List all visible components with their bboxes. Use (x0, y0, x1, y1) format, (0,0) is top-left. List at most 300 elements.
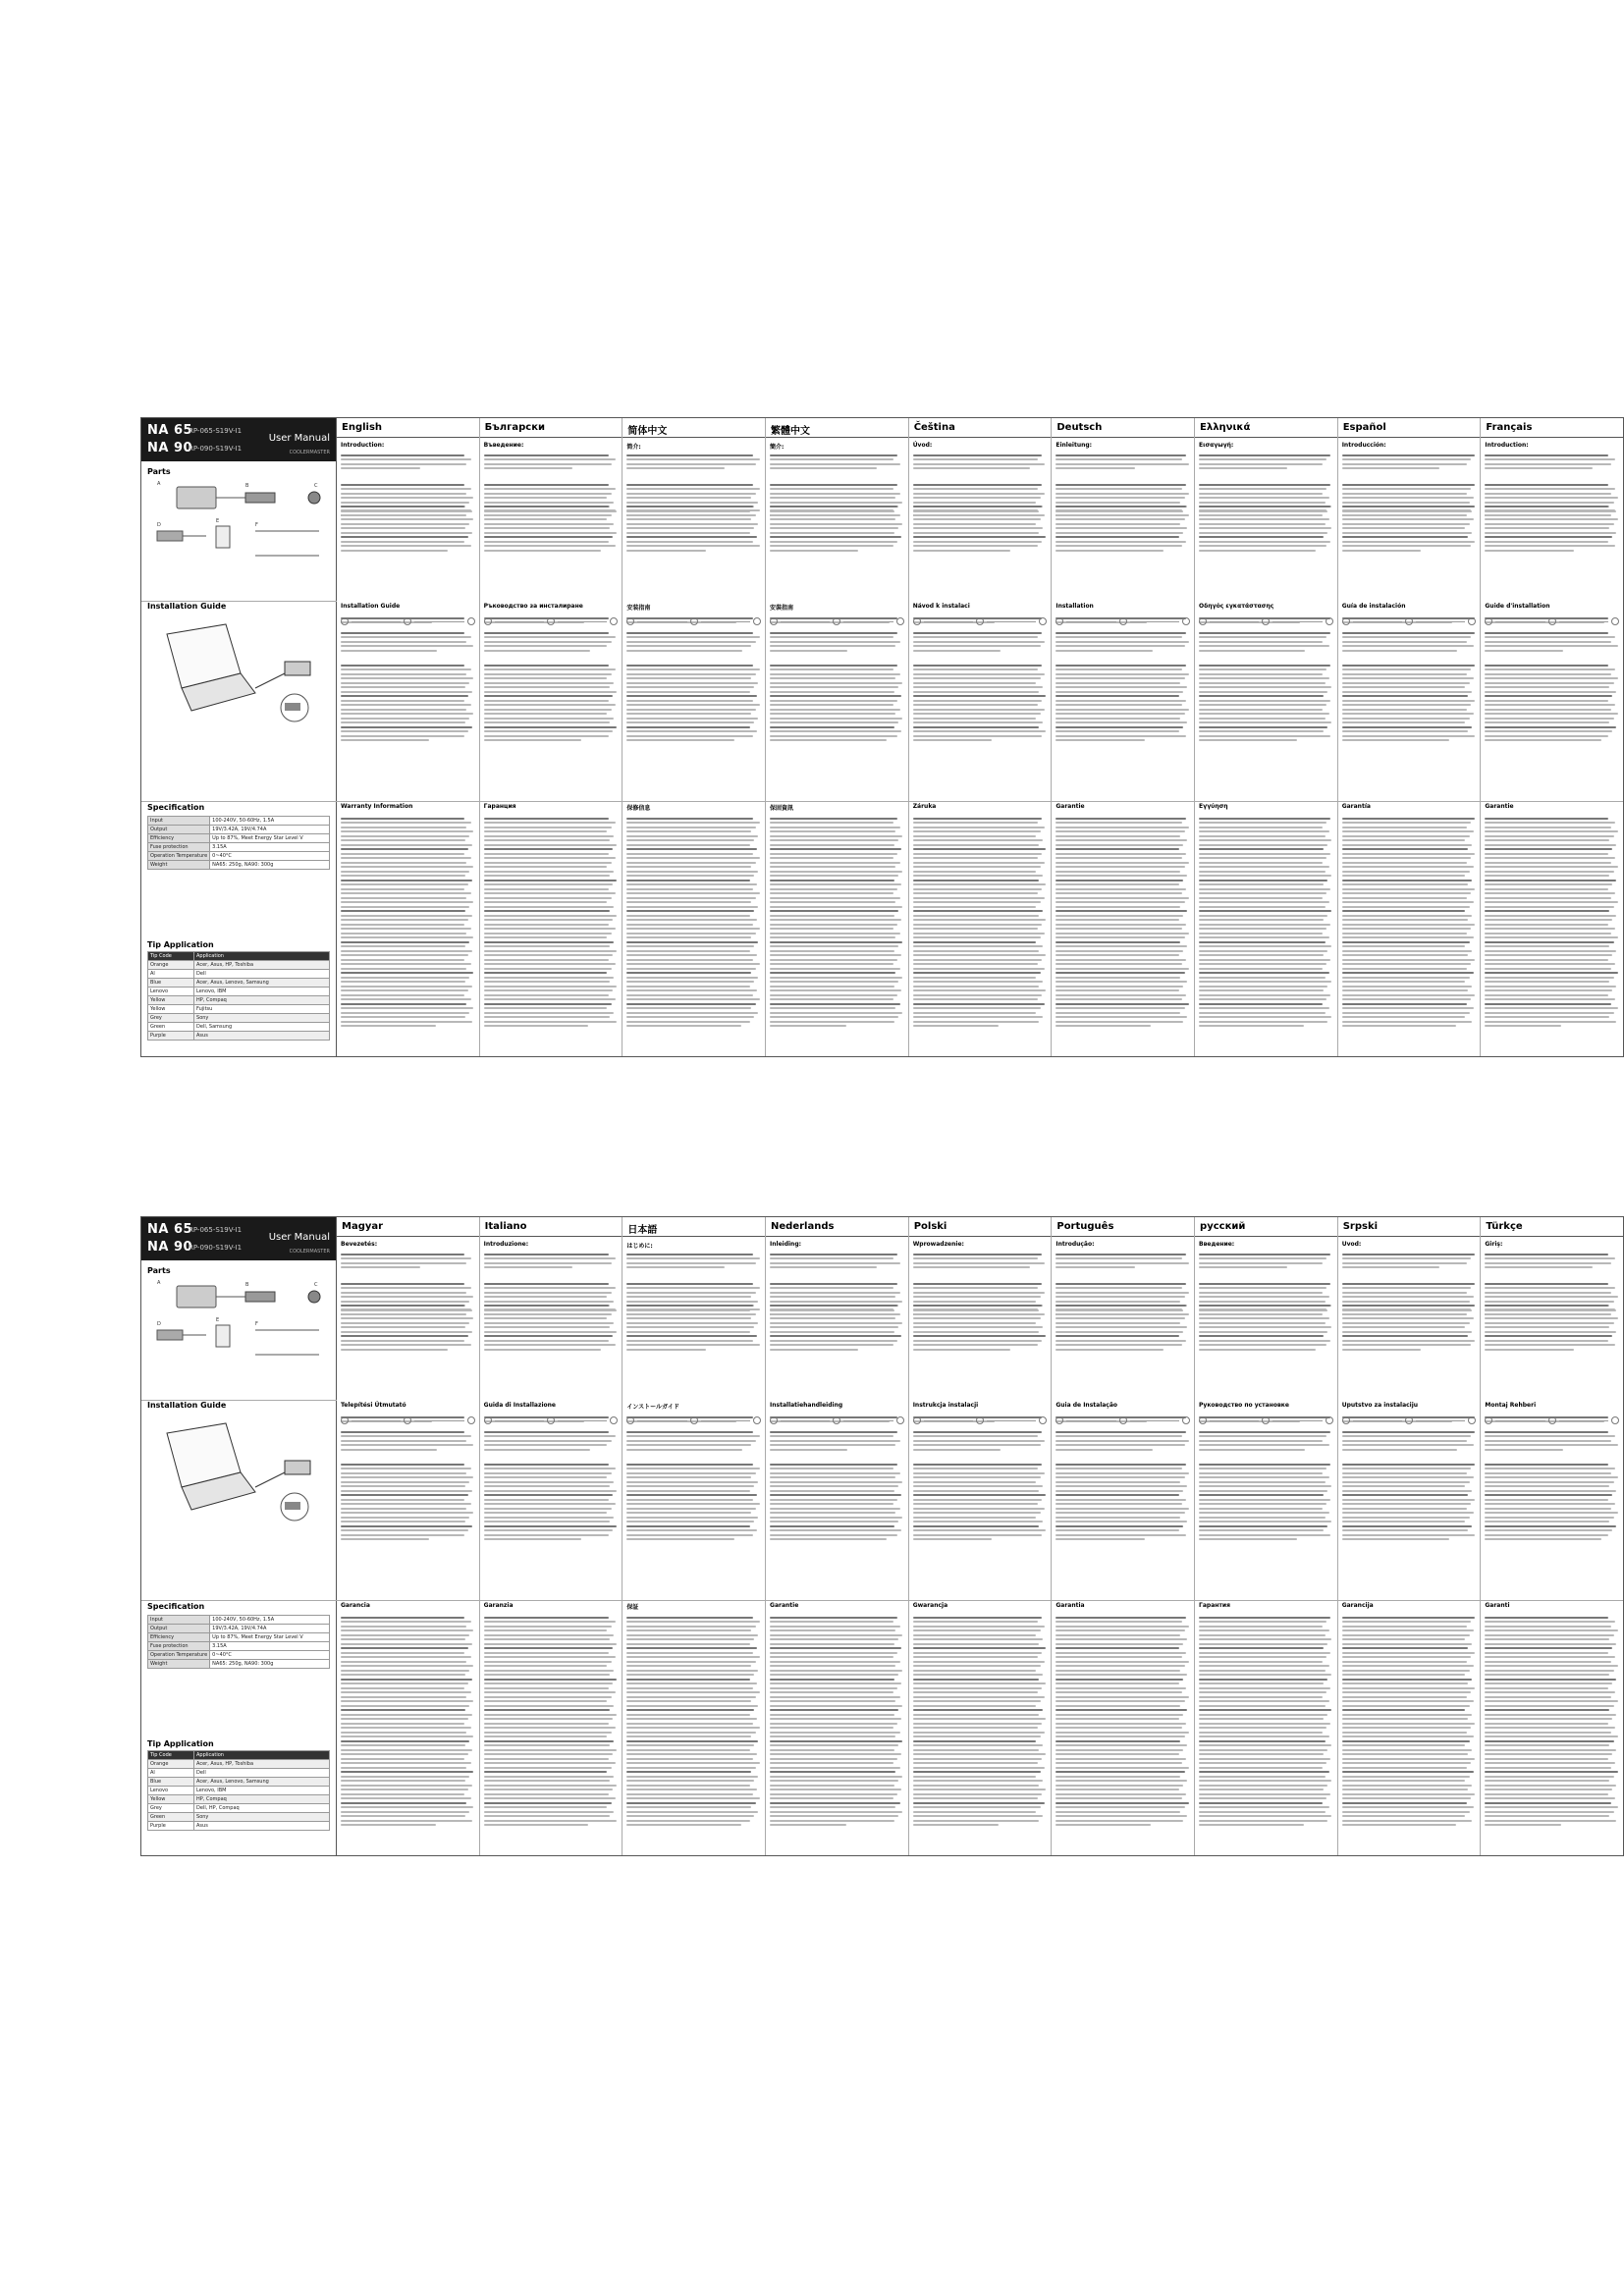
text-line (484, 488, 616, 490)
text-line (913, 641, 1045, 643)
text-line (484, 1674, 610, 1676)
text-line (484, 1003, 612, 1005)
text-line (626, 632, 752, 634)
text-line (1199, 915, 1327, 917)
text-line (1485, 1714, 1616, 1716)
text-line (1485, 1322, 1613, 1324)
text-line (1342, 1025, 1456, 1027)
step-circle-icon (1199, 617, 1207, 625)
text-line (341, 1793, 464, 1795)
text-line (770, 1665, 895, 1667)
text-line (770, 1776, 902, 1778)
text-line (1056, 509, 1181, 511)
text-line (484, 981, 610, 983)
text-line (1485, 880, 1616, 881)
text-line (1056, 1771, 1184, 1773)
text-line (341, 677, 473, 679)
text-line (1199, 1472, 1323, 1474)
language-header: Български (480, 418, 623, 438)
text-line (770, 682, 902, 684)
text-line (1199, 1679, 1327, 1681)
step-connector (637, 621, 686, 622)
part-number: RP-065-S19V-I1 (189, 427, 243, 435)
text-line (1485, 650, 1562, 652)
text-line (1199, 523, 1325, 525)
text-line (1342, 822, 1471, 824)
body-text-block (1485, 503, 1619, 554)
text-line (913, 977, 1037, 979)
text-line (913, 1714, 1039, 1716)
text-line (770, 673, 900, 675)
section-heading: Garancija (1341, 1602, 1374, 1609)
text-line (626, 871, 758, 873)
text-line (1342, 645, 1474, 647)
text-line (626, 924, 752, 926)
tip-code: Orange (148, 1760, 194, 1769)
text-line (1056, 1468, 1181, 1469)
text-line (1342, 888, 1475, 890)
text-line (1056, 523, 1180, 525)
text-line (341, 1771, 473, 1773)
text-line (1199, 1490, 1327, 1492)
text-line (484, 827, 612, 828)
text-line (1342, 1696, 1467, 1698)
text-line (484, 866, 608, 868)
text-line (913, 650, 1001, 652)
text-line (913, 1331, 1039, 1333)
text-line (1056, 1007, 1184, 1009)
text-line (770, 1525, 894, 1527)
text-line (1342, 1485, 1466, 1487)
text-line (1342, 981, 1466, 983)
text-line (341, 1322, 469, 1324)
text-line (626, 682, 758, 684)
install-steps-diagram (484, 616, 619, 626)
section-heading: Návod k instalaci (912, 603, 970, 610)
text-line (1199, 550, 1316, 552)
text-line (341, 1431, 464, 1433)
text-line (770, 1629, 895, 1631)
section-heading: Εισαγωγή: (1199, 442, 1234, 449)
text-line (1342, 1308, 1471, 1310)
text-line (484, 1538, 582, 1540)
step-connector (352, 1420, 401, 1421)
text-line (1485, 839, 1609, 841)
text-line (1485, 1806, 1617, 1808)
step-connector (1559, 621, 1608, 622)
text-line (484, 1440, 612, 1442)
text-line (1199, 1464, 1330, 1466)
text-line (626, 994, 752, 996)
text-line (484, 1331, 617, 1333)
text-line (913, 963, 1038, 965)
text-line (1199, 1003, 1323, 1005)
text-line (1485, 844, 1616, 846)
text-line (1199, 545, 1326, 547)
text-line (1056, 1682, 1179, 1684)
text-line (1342, 945, 1466, 947)
text-line (484, 1656, 616, 1658)
text-line (626, 1349, 706, 1351)
text-line (341, 713, 473, 715)
text-line (341, 830, 473, 832)
text-line (1485, 1758, 1608, 1760)
text-line (1485, 1789, 1612, 1790)
text-line (626, 1626, 755, 1628)
text-line (1342, 1771, 1474, 1773)
table-row (148, 979, 330, 988)
text-line (1056, 695, 1179, 697)
text-line (626, 1508, 755, 1510)
text-line (1056, 673, 1188, 675)
text-line (341, 536, 468, 538)
text-line (1342, 1254, 1475, 1255)
text-line (770, 1691, 893, 1693)
text-line (484, 668, 616, 670)
text-line (341, 883, 468, 885)
install-steps-diagram (341, 1415, 475, 1425)
text-line (1485, 1007, 1617, 1009)
text-line (913, 1656, 1038, 1658)
text-line (1485, 1003, 1610, 1005)
text-line (1199, 1283, 1330, 1285)
spec-value: 19V/3.42A, 19V/4.74A (210, 1625, 330, 1633)
body-text-block (341, 1302, 475, 1353)
text-line (341, 484, 464, 486)
text-line (1199, 632, 1330, 634)
text-line (341, 691, 472, 693)
tip-code: Purple (148, 1032, 194, 1041)
text-line (1056, 668, 1181, 670)
section-heading: Záruka (912, 803, 937, 810)
text-line (1199, 514, 1323, 516)
text-line (1342, 1262, 1467, 1264)
body-text-block (1056, 1428, 1190, 1453)
text-line (1199, 709, 1323, 711)
text-line (770, 1481, 902, 1483)
text-line (1056, 691, 1183, 693)
text-line (626, 986, 750, 988)
text-line (1056, 1753, 1179, 1755)
text-line (1485, 527, 1609, 529)
text-line (626, 1652, 752, 1654)
text-line (484, 1762, 616, 1764)
text-line (341, 1785, 472, 1787)
install-steps-diagram (913, 1415, 1048, 1425)
text-line (913, 1762, 1038, 1764)
text-line (1199, 1517, 1325, 1519)
tip-code: Grey (148, 1804, 194, 1813)
text-line (1485, 830, 1617, 832)
text-line (1342, 1687, 1475, 1689)
text-line (913, 1444, 1041, 1446)
text-line (770, 1780, 898, 1782)
text-line (913, 1440, 1045, 1442)
text-line (626, 897, 755, 899)
text-line (1056, 550, 1163, 552)
body-text-block (770, 503, 904, 554)
text-line (1199, 989, 1324, 991)
tip-app: HP, Compaq (194, 1795, 330, 1804)
table-row (148, 834, 330, 843)
text-line (1056, 1727, 1181, 1729)
text-line (1056, 484, 1186, 486)
text-line (626, 1744, 754, 1746)
text-line (1056, 936, 1184, 938)
text-line (1056, 726, 1183, 728)
body-text-block (626, 503, 761, 554)
text-line (626, 1687, 752, 1689)
text-line (1342, 668, 1471, 670)
text-line (341, 839, 465, 841)
step-circle-icon (1611, 617, 1619, 625)
text-line (1485, 1727, 1615, 1729)
section-heading: Installation (1056, 603, 1094, 610)
text-line (1485, 1525, 1616, 1527)
text-line (1485, 545, 1615, 547)
text-line (770, 1696, 900, 1698)
spec-key: Efficiency (148, 1633, 210, 1642)
text-line (770, 677, 895, 679)
text-line (1342, 682, 1470, 684)
text-line (1056, 1331, 1183, 1333)
text-line (1485, 1652, 1608, 1654)
text-line (1485, 704, 1615, 706)
text-line (1342, 467, 1440, 469)
text-line (1485, 981, 1609, 983)
text-line (1199, 848, 1324, 850)
body-text-block (1485, 1614, 1619, 1829)
text-line (626, 1709, 754, 1711)
text-line (341, 721, 465, 723)
text-line (341, 695, 468, 697)
text-line (770, 1440, 900, 1442)
text-line (913, 695, 1046, 697)
text-line (913, 919, 1046, 921)
text-line (484, 936, 608, 938)
text-line (1199, 677, 1329, 679)
section-heading: 简介: (626, 444, 641, 451)
text-line (1199, 1617, 1330, 1619)
text-line (341, 1521, 465, 1522)
text-line (1342, 1785, 1473, 1787)
text-line (913, 506, 1042, 507)
text-line (341, 1508, 466, 1510)
text-line (1342, 632, 1475, 634)
text-line (626, 968, 755, 970)
text-line (484, 1638, 610, 1640)
text-line (1485, 682, 1613, 684)
text-line (341, 1718, 468, 1720)
text-line (341, 1679, 472, 1681)
text-line (1485, 1691, 1615, 1693)
text-line (1056, 1349, 1163, 1351)
text-line (1342, 892, 1471, 894)
text-line (1485, 721, 1609, 723)
svg-text:D: D (157, 522, 161, 528)
text-line (484, 1740, 615, 1742)
text-line (1342, 1643, 1473, 1645)
body-text-block (1056, 1614, 1190, 1829)
text-line (1342, 954, 1468, 956)
text-line (1342, 1490, 1473, 1492)
text-line (484, 1705, 615, 1707)
text-line (770, 1617, 897, 1619)
text-line (1342, 1714, 1473, 1716)
text-line (1485, 1682, 1612, 1684)
text-line (341, 493, 466, 495)
text-line (770, 1682, 901, 1684)
step-circle-icon (1182, 1416, 1190, 1424)
text-line (626, 981, 754, 983)
spec-title: Specification (147, 803, 205, 812)
text-line (1199, 1753, 1324, 1755)
text-line (484, 1431, 609, 1433)
text-line (626, 1700, 751, 1702)
text-line (484, 1665, 608, 1667)
text-line (626, 454, 752, 456)
text-line (1199, 1771, 1329, 1773)
language-header: Italiano (480, 1217, 623, 1237)
text-line (913, 1789, 1046, 1790)
text-line (626, 1797, 759, 1799)
text-line (626, 906, 758, 908)
body-text-block (484, 662, 619, 744)
tip-code: Al (148, 1769, 194, 1778)
body-text-block (1199, 1461, 1333, 1543)
text-line (1485, 818, 1608, 820)
text-line (626, 1802, 755, 1804)
text-line (1056, 458, 1181, 460)
parts-title: Parts (147, 467, 171, 476)
step-circle-icon (896, 1416, 904, 1424)
text-line (1342, 862, 1467, 864)
text-line (770, 1305, 897, 1307)
section-heading: Garantía (1341, 803, 1371, 810)
text-line (913, 883, 1046, 885)
text-line (770, 1313, 900, 1315)
text-line (484, 1723, 609, 1725)
text-line (1485, 514, 1610, 516)
text-line (341, 936, 473, 938)
text-line (1485, 1687, 1608, 1689)
text-line (626, 1643, 750, 1645)
text-line (484, 1753, 613, 1755)
text-line (484, 857, 616, 859)
body-text-block (1199, 629, 1333, 654)
text-line (341, 1025, 436, 1027)
text-line (341, 945, 465, 947)
text-line (484, 1529, 613, 1531)
text-line (1485, 1638, 1609, 1640)
text-line (913, 1326, 1044, 1328)
text-line (626, 830, 751, 832)
table-row (148, 1014, 330, 1023)
text-line (626, 1308, 759, 1310)
text-line (913, 1806, 1041, 1808)
text-line (913, 1517, 1037, 1519)
text-line (1485, 1464, 1608, 1466)
text-line (1199, 1016, 1331, 1018)
text-line (1199, 871, 1325, 873)
text-line (341, 853, 464, 855)
text-line (913, 704, 1038, 706)
text-line (770, 835, 902, 837)
text-line (484, 844, 617, 846)
language-header: русский (1195, 1217, 1337, 1237)
text-line (484, 673, 612, 675)
text-line (913, 1824, 999, 1826)
text-line (341, 1626, 466, 1628)
text-line (770, 488, 893, 490)
text-line (1199, 1449, 1305, 1451)
text-line (626, 467, 725, 469)
text-line (1485, 875, 1609, 877)
text-line (770, 713, 895, 715)
step-connector (414, 1420, 463, 1421)
text-line (1485, 1449, 1562, 1451)
text-line (484, 839, 610, 841)
text-line (913, 888, 1042, 890)
text-line (1342, 636, 1471, 638)
text-line (484, 650, 590, 652)
text-line (341, 1727, 471, 1729)
text-line (1199, 986, 1327, 988)
parts-illustration (147, 1276, 330, 1384)
text-line (626, 686, 754, 688)
text-line (1056, 1262, 1188, 1264)
text-line (1199, 1481, 1325, 1483)
body-text-block (1199, 452, 1333, 472)
text-line (1056, 818, 1186, 820)
text-line (626, 892, 759, 894)
text-line (626, 839, 754, 841)
text-line (626, 1431, 752, 1433)
text-line (484, 848, 613, 850)
text-line (1485, 1431, 1608, 1433)
text-line (341, 963, 471, 965)
text-line (484, 994, 609, 996)
text-line (1342, 928, 1471, 930)
tip-code: Lenovo (148, 988, 194, 996)
text-line (1199, 1254, 1330, 1255)
text-line (1199, 897, 1323, 899)
text-line (1485, 1262, 1610, 1264)
text-line (913, 1335, 1046, 1337)
language-column (1338, 1217, 1482, 1855)
language-column (623, 418, 766, 1056)
text-line (1056, 730, 1179, 732)
text-line (484, 1503, 616, 1505)
body-text-block (484, 1461, 619, 1543)
text-line (1056, 1521, 1187, 1522)
installation-title: Installation Guide (147, 602, 227, 611)
text-line (1056, 1481, 1180, 1483)
step-circle-icon (1405, 617, 1413, 625)
text-line (626, 910, 754, 912)
text-line (1342, 848, 1468, 850)
step-connector (1353, 621, 1402, 622)
text-line (1056, 493, 1188, 495)
install-steps-diagram (770, 1415, 904, 1425)
text-line (1199, 818, 1330, 820)
text-line (341, 1670, 469, 1672)
text-line (913, 968, 1045, 970)
text-line (913, 550, 1011, 552)
language-header: Ελληνικά (1195, 418, 1337, 438)
text-line (1342, 1652, 1475, 1654)
text-line (1342, 1292, 1467, 1294)
